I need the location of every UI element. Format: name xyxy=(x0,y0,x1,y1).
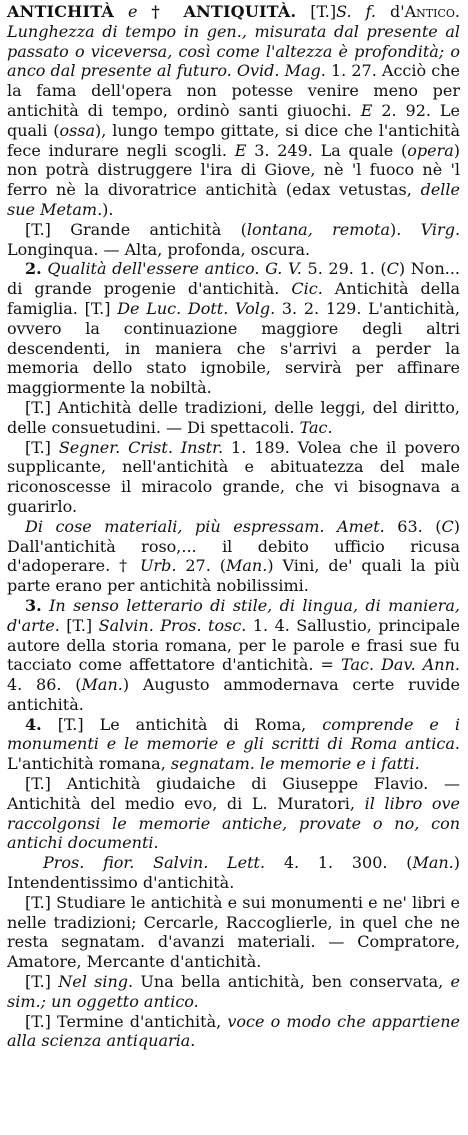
sense-2: 2. Qualità dell'essere antico. G. V. 5. 29. 1. (C) Non... di grande progenie d'antichità. Cic. Antichità della famiglia. [T.] De Luc. Dott. Volg. 3. 2. 129. L'antichità, ovvero la continuazione maggiore degli altri descendenti, in maniera che s'arrivi a perder la memoria dello stato ignobile, servirà per affinare maggiormente la nobiltà. xyxy=(7,259,461,398)
citation-text: 3. 249. La quale ( xyxy=(254,140,408,160)
grammar-label: S. f. xyxy=(336,2,376,21)
sense-4: 4. [T.] Le antichità di Roma, comprende e i monumenti e le memorie e gli scritti di Roma antica. L'antichità romana, segnatam. le memorie e i fatti. xyxy=(7,714,460,774)
citation-text: 2. 92. Le quali ( xyxy=(7,100,460,140)
sense-definition: il libro ove raccolgonsi le memorie antiche, provate o no, con antichi documenti. xyxy=(7,793,460,853)
tommaseo-tag: [T.] xyxy=(66,615,93,635)
sense-number: 3. xyxy=(25,595,42,615)
citation-source: Ovid. Mag. xyxy=(236,61,326,81)
paragraph-cose-materiali: Di cose materiali, più espressam. Amet. 63. (C) Dall'antichità roso,... il debito ufficio ricusa d'adoperare. † Urb. 27. (Man.) Vini, de' quali la più parte erano per antichità nobilissimi. xyxy=(7,516,460,596)
citation-source: delle sue Metam. xyxy=(7,180,460,219)
citation-source: Urb. xyxy=(139,556,177,576)
paragraph-grande-antichita: [T.] Grande antichità (lontana, remota). Virg. Longinqua. — Alta, profonda, oscura. xyxy=(7,219,461,259)
citation-source: Segner. Crist. Instr. xyxy=(58,437,224,457)
tommaseo-tag: [T.] xyxy=(25,437,51,457)
paragraph-segneri: [T.] Segner. Crist. Instr. 1. 189. Volea che il povero supplicante, nell'antichità e abituatezza del male riconoscesse il miracolo grande, che vi bisognava a guarirlo. xyxy=(7,437,461,516)
citation-source: De Luc. Dott. Volg. xyxy=(117,298,276,318)
headword-conjunction: e xyxy=(127,2,138,21)
sense-definition: voce o modo che appartiene alla scienza antiquaria. xyxy=(7,1011,460,1051)
sense-definition: In senso letterario di stile, di lingua, di maniera, d'arte. xyxy=(7,595,461,635)
sense-number: 2. xyxy=(25,259,42,279)
headword-variant: † ANTIQUITÀ. xyxy=(151,2,297,21)
sense-definition: e sim.; un oggetto antico. xyxy=(7,972,461,1011)
citation-source: Virg. xyxy=(420,219,461,239)
tommaseo-tag: [T.] xyxy=(25,972,51,992)
sense-3: 3. In senso letterario di stile, di lingua, di maniera, d'arte. [T.] Salvin. Pros. tosc. 1. 4. Sallustio, principale autore della storia romana, per le parole e frasi sue fu tacciato come affettatore d'antichità. = Tac. Dav. Ann. 4. 86. (Man.) Augusto ammodernava certe ruvide antichità. xyxy=(7,595,461,714)
paragraph-termine: [T.] Termine d'antichità, voce o modo che appartiene alla scienza antiquaria. xyxy=(7,1011,460,1051)
citation-source: Cic. xyxy=(291,279,323,299)
paragraph-salvini: Pros. fior. Salvin. Lett. 4. 1. 300. (Man.) Intendentissimo d'antichità. xyxy=(7,853,460,893)
citation-source: Tac. Dav. Ann. xyxy=(341,655,461,675)
headword: ANTICHITÀ xyxy=(7,2,115,21)
citation-source: Salvin. Pros. tosc. xyxy=(98,615,247,635)
sense-number: 4. xyxy=(25,714,42,734)
paragraph-tradizioni: [T.] Antichità delle tradizioni, delle leggi, del diritto, delle consuetudini. — Di spettacoli. Tac. xyxy=(7,397,460,437)
citation-source: Tac. xyxy=(299,417,333,437)
citation-source: E xyxy=(360,100,373,120)
paragraph-giudaiche: [T.] Antichità giudaiche di Giuseppe Flavio. — Antichità del medio evo, di L. Muratori, il libro ove raccolgonsi le memorie antiche, provate o no, con antichi documenti. xyxy=(7,774,460,853)
gloss: opera xyxy=(407,140,454,160)
paragraph-studiare: [T.] Studiare le antichità e sui monumenti e ne' libri e nelle tradizioni; Cercarle, Raccoglierle, in quel che ne resta segnatam. d'avanzi materiali. — Compratore, Amatore, Mercante d'antichità. xyxy=(7,892,460,972)
citation-source: Pros. fior. Salvin. Lett. xyxy=(43,853,266,873)
tommaseo-tag: [T.] xyxy=(25,397,51,417)
tommaseo-tag: [T.] xyxy=(25,219,51,239)
sense-definition: Di cose materiali, più espressam. Amet. xyxy=(25,516,385,536)
tommaseo-tag: [T.] xyxy=(310,2,337,21)
citation-text: ) non potrà distruggere l'ira di Giove, nè 'l fuoco nè 'l ferro nè la divoratrice antichità (edax vetustas, xyxy=(7,140,461,200)
tommaseo-tag: [T.] xyxy=(25,1011,51,1031)
sense-definition: Qualità dell'essere antico. G. V. xyxy=(47,259,302,279)
sense-definition: comprende e i monumenti e le memorie e gli scritti di Roma antica. xyxy=(7,714,460,754)
tommaseo-tag: [T.] xyxy=(25,774,51,794)
paragraph-nel-sing: [T.] Nel sing. Una bella antichità, ben conservata, e sim.; un oggetto antico. xyxy=(7,972,461,1011)
entry-antichita: ANTICHITÀ e † ANTIQUITÀ. [T.]S. f. d'Antico. Lunghezza di tempo in gen., misurata dal presente al passato o viceversa, così come l'altezza è profondità; o anco dal presente al futuro. Ovid. Mag. 1. 27. Acciò che la fama dell'opera non potesse venire meno per antichità di tempo, ordinò santi giuochi. E 2. 92. Le quali (ossa), lungo tempo gittate, si dice che l'antichità fece indurare negli scogli. E 3. 249. La quale (opera) non potrà distruggere l'ira di Giove, nè 'l fuoco nè 'l ferro nè la divoratrice antichità (edax vetustas, delle sue Metam.). xyxy=(7,2,461,219)
definition: Lunghezza di tempo in gen., misurata dal presente al passato o viceversa, così come l'altezza è profondità; o anco dal presente al futuro. xyxy=(7,21,460,81)
citation-source: E xyxy=(234,140,247,160)
tommaseo-tag: [T.] xyxy=(25,892,51,912)
citation-text: ), lungo tempo gittate, si dice che l'antichità fece indurare negli scogli. xyxy=(7,120,460,160)
tommaseo-tag: [T.] xyxy=(84,298,111,318)
cross-reference: d'Antico. xyxy=(389,2,460,21)
sense-definition: segnatam. le memorie e i fatti. xyxy=(170,754,420,774)
usage-label: Nel sing. xyxy=(58,972,134,992)
gloss: ossa xyxy=(59,120,96,140)
tommaseo-tag: [T.] xyxy=(57,714,84,734)
citation-text: 1. 27. Acciò che la fama dell'opera non potesse venire meno per antichità di tempo, ordinò santi giuochi. xyxy=(7,61,460,120)
